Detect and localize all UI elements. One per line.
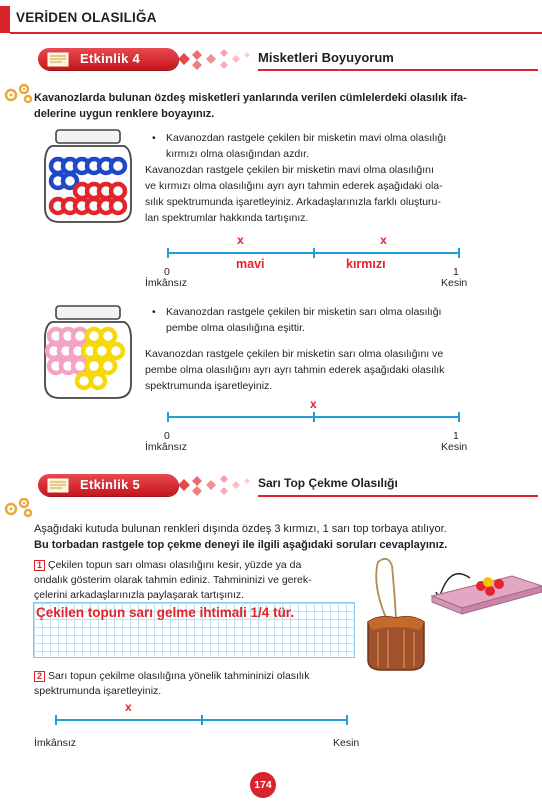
jar2-para-line: pembe olma olasılığını ayrı ayrı tahmin ederek aşağıdaki olasılık xyxy=(145,364,445,376)
q2-line: spektrumunda işaretleyiniz. xyxy=(34,685,162,697)
red-marble xyxy=(111,199,125,213)
jar2-bullet: • xyxy=(152,306,156,318)
question-number-2: 2 xyxy=(34,671,45,682)
question-number-1: 1 xyxy=(34,560,45,571)
q1-line: çelerini arkadaşlarınızla paylaşarak tartışınız. xyxy=(34,589,245,601)
red-marble xyxy=(111,184,125,198)
jar1-bullet-line2: kırmızı olma olasığından azdır. xyxy=(166,148,309,160)
spectrum-x-mark: x xyxy=(310,397,317,411)
jar1-para-line: sılık spektrumunda işaretleyiniz. Arkadaşlarınızla farklı oluşturu- xyxy=(145,196,441,208)
activity5-label: Etkinlik 5 xyxy=(80,477,141,492)
diamond-decoration-icon xyxy=(168,44,258,74)
yellow-marble xyxy=(101,329,115,343)
mark-label-red: kırmızı xyxy=(346,257,386,271)
spectrum-tick-mid xyxy=(201,715,203,725)
blue-marble xyxy=(111,159,125,173)
spectrum-end-label: Kesin xyxy=(441,277,468,289)
yellow-marble xyxy=(109,344,123,358)
spectrum-x-mark: x xyxy=(125,700,132,714)
header-accent-bar xyxy=(0,6,10,33)
section-title: VERİDEN OLASILIĞA xyxy=(16,10,157,25)
q1-answer: Çekilen topun sarı gelme ihtimali 1/4 tür. xyxy=(36,605,295,620)
diamond-decoration-icon xyxy=(168,470,258,500)
book-icon xyxy=(46,476,72,494)
activity5-banner xyxy=(38,474,542,498)
jar2-para-line: Kavanozdan rastgele çekilen bir misketin sarı olma olasılığını ve xyxy=(145,348,444,360)
activity5-title-underline xyxy=(258,495,538,497)
q1-line: ondalık gösterim olarak tahmin ediniz. Tahmininizi ve gerek- xyxy=(34,574,312,586)
probability-spectrum-1 xyxy=(168,232,460,272)
activity5-intro: Aşağıdaki kutuda bulunan renkleri dışında özdeş 3 kırmızı, 1 sarı top torbaya atılıyor. xyxy=(34,523,447,535)
spectrum-tick-mid xyxy=(313,412,315,422)
q2-line: Sarı topun çekilme olasılığına yönelik tahmininizi olasılık xyxy=(48,670,310,682)
mark-label-blue: mavi xyxy=(236,257,265,271)
spectrum-start-label: İmkânsız xyxy=(145,277,188,289)
activity5-instruction: Bu torbadan rastgele top çekme deneyi ile ilgili aşağıdaki soruları cevaplayınız. xyxy=(34,539,448,551)
spectrum-x-mark: x xyxy=(380,233,387,247)
yellow-marble xyxy=(101,359,115,373)
activity4-banner xyxy=(38,48,542,72)
activity5-pill xyxy=(38,474,178,496)
book-icon xyxy=(46,50,72,68)
probability-spectrum-2 xyxy=(168,396,460,436)
spectrum-end-label: Kesin xyxy=(333,737,360,749)
spectrum-tick-start xyxy=(167,412,169,422)
jar-pink-yellow-marbles xyxy=(38,302,138,402)
spectrum-start-label: İmkânsız xyxy=(34,737,77,749)
jar-blue-red-marbles xyxy=(38,126,138,226)
jar2-bullet-line2: pembe olma olasılığına eşittir. xyxy=(166,322,305,334)
jar2-para-line: spektrumunda işaretleyiniz. xyxy=(145,380,273,392)
jar1-para-line: lan spektrumlar hakkında tartışınız. xyxy=(145,212,309,224)
spectrum-tick-end xyxy=(458,412,460,422)
bag-and-ball-box-illustration xyxy=(358,556,542,674)
q1-line: Çekilen topun sarı olması olasılığını kesir, yüzde ya da xyxy=(48,559,302,571)
spectrum-tick-start xyxy=(55,715,57,725)
jar1-bullet: • xyxy=(152,132,156,144)
header-underline xyxy=(10,32,542,34)
spectrum-end-label: Kesin xyxy=(441,441,468,453)
activity4-instruction: Kavanozlarda bulunan özdeş misketleri yanlarında verilen cümlelerdeki olasılık ifa- xyxy=(34,92,467,104)
spectrum-start-number: 0 xyxy=(164,266,170,278)
jar1-para-line: Kavanozdan rastgele çekilen bir misketin mavi olma olasılığını xyxy=(145,164,434,176)
jar2-bullet-line1: Kavanozdan rastgele çekilen bir misketin sarı olma olasılığı xyxy=(166,306,442,318)
probability-spectrum-3 xyxy=(56,699,348,739)
gears-icon xyxy=(2,80,38,106)
activity4-title-underline xyxy=(258,69,538,71)
spectrum-tick-end xyxy=(458,248,460,258)
yellow-marble xyxy=(91,374,105,388)
jar1-para-line: ve kırmızı olma olasılığını ayrı ayrı tahmin ederek aşağıdaki ola- xyxy=(145,180,443,192)
spectrum-tick-end xyxy=(346,715,348,725)
spectrum-tick-start xyxy=(167,248,169,258)
spectrum-end-number: 1 xyxy=(453,266,459,278)
activity4-pill xyxy=(38,48,178,70)
activity5-title: Sarı Top Çekme Olasılığı xyxy=(258,476,398,490)
spectrum-x-mark: x xyxy=(237,233,244,247)
spectrum-start-number: 0 xyxy=(164,430,170,442)
activity4-label: Etkinlik 4 xyxy=(80,51,141,66)
gears-icon xyxy=(2,494,38,520)
page-number: 174 xyxy=(250,772,276,798)
spectrum-tick-mid xyxy=(313,248,315,258)
spectrum-start-label: İmkânsız xyxy=(145,441,188,453)
jar1-bullet-line1: Kavanozdan rastgele çekilen bir misketin mavi olma olasılığı xyxy=(166,132,447,144)
activity4-instruction-line2: delerine uygun renklere boyayınız. xyxy=(34,108,215,120)
activity4-title: Misketleri Boyuyorum xyxy=(258,50,394,65)
spectrum-end-number: 1 xyxy=(453,430,459,442)
